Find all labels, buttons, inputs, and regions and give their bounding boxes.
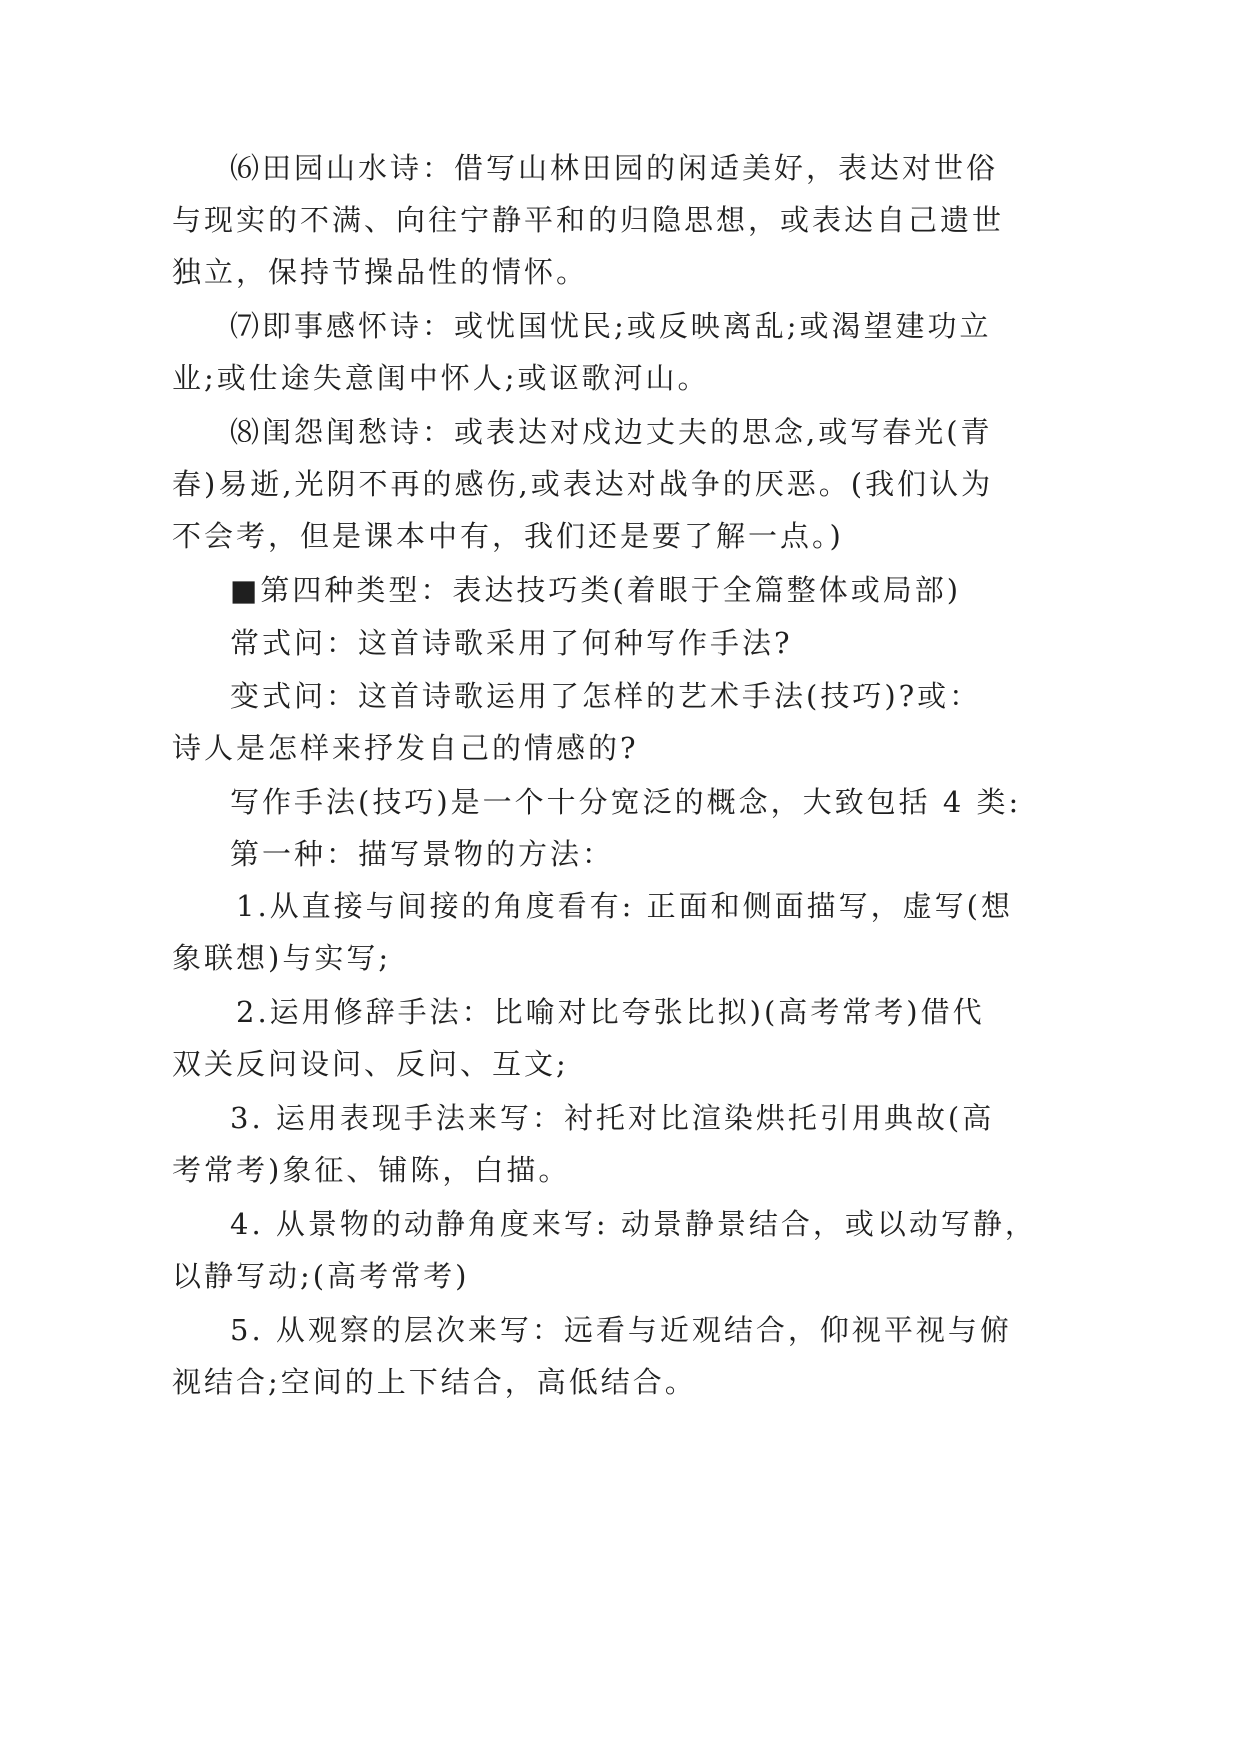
text-line: 诗人是怎样来抒发自己的情感的? <box>172 731 639 765</box>
text-line: 第一种：描写景物的方法： <box>230 837 615 871</box>
text-line: 2.运用修辞手法：比喻对比夸张比拟)(高考常考)借代 <box>236 995 985 1029</box>
text-line: ⑺即事感怀诗：或忧国忧民;或反映离乱;或渴望建功立 <box>230 309 992 343</box>
text-line: 5. 从观察的层次来写：远看与近观结合，仰视平视与俯 <box>230 1313 1012 1347</box>
text-line: 视结合;空间的上下结合，高低结合。 <box>172 1365 697 1399</box>
text-line: 象联想)与实写; <box>172 941 392 975</box>
text-line: 4. 从景物的动静角度来写: 动景静景结合，或以动写静， <box>230 1207 1037 1241</box>
text-line: 1.从直接与间接的角度看有: 正面和侧面描写，虚写(想 <box>236 889 1013 923</box>
text-line: 写作手法(技巧)是一个十分宽泛的概念，大致包括 4 类: <box>230 785 1022 819</box>
text-line: 变式问：这首诗歌运用了怎样的艺术手法(技巧)?或： <box>230 679 982 713</box>
text-line: 3. 运用表现手法来写：衬托对比渲染烘托引用典故(高 <box>230 1101 995 1135</box>
text-line: 以静写动;(高考常考) <box>172 1259 470 1293</box>
text-line: 业;或仕途失意闺中怀人;或讴歌河山。 <box>172 361 710 395</box>
text-line: 独立，保持节操品性的情怀。 <box>172 255 589 289</box>
text-line: 与现实的不满、向往宁静平和的归隐思想，或表达自己遗世 <box>172 203 1005 237</box>
text-line: ⑹田园山水诗：借写山林田园的闲适美好，表达对世俗 <box>230 151 999 185</box>
text-line: 不会考，但是课本中有，我们还是要了解一点。) <box>172 519 844 553</box>
section-heading: ■第四种类型：表达技巧类(着眼于全篇整体或局部) <box>230 573 962 607</box>
text-line: ⑻闺怨闺愁诗：或表达对戍边丈夫的思念,或写春光(青 <box>230 415 993 449</box>
text-line: 常式问：这首诗歌采用了何种写作手法? <box>230 626 793 660</box>
text-line: 考常考)象征、铺陈，白描。 <box>172 1153 571 1187</box>
text-line: 春)易逝,光阴不再的感伤,或表达对战争的厌恶。(我们认为 <box>172 467 994 501</box>
text-line: 双关反问设问、反问、互文; <box>172 1047 569 1081</box>
